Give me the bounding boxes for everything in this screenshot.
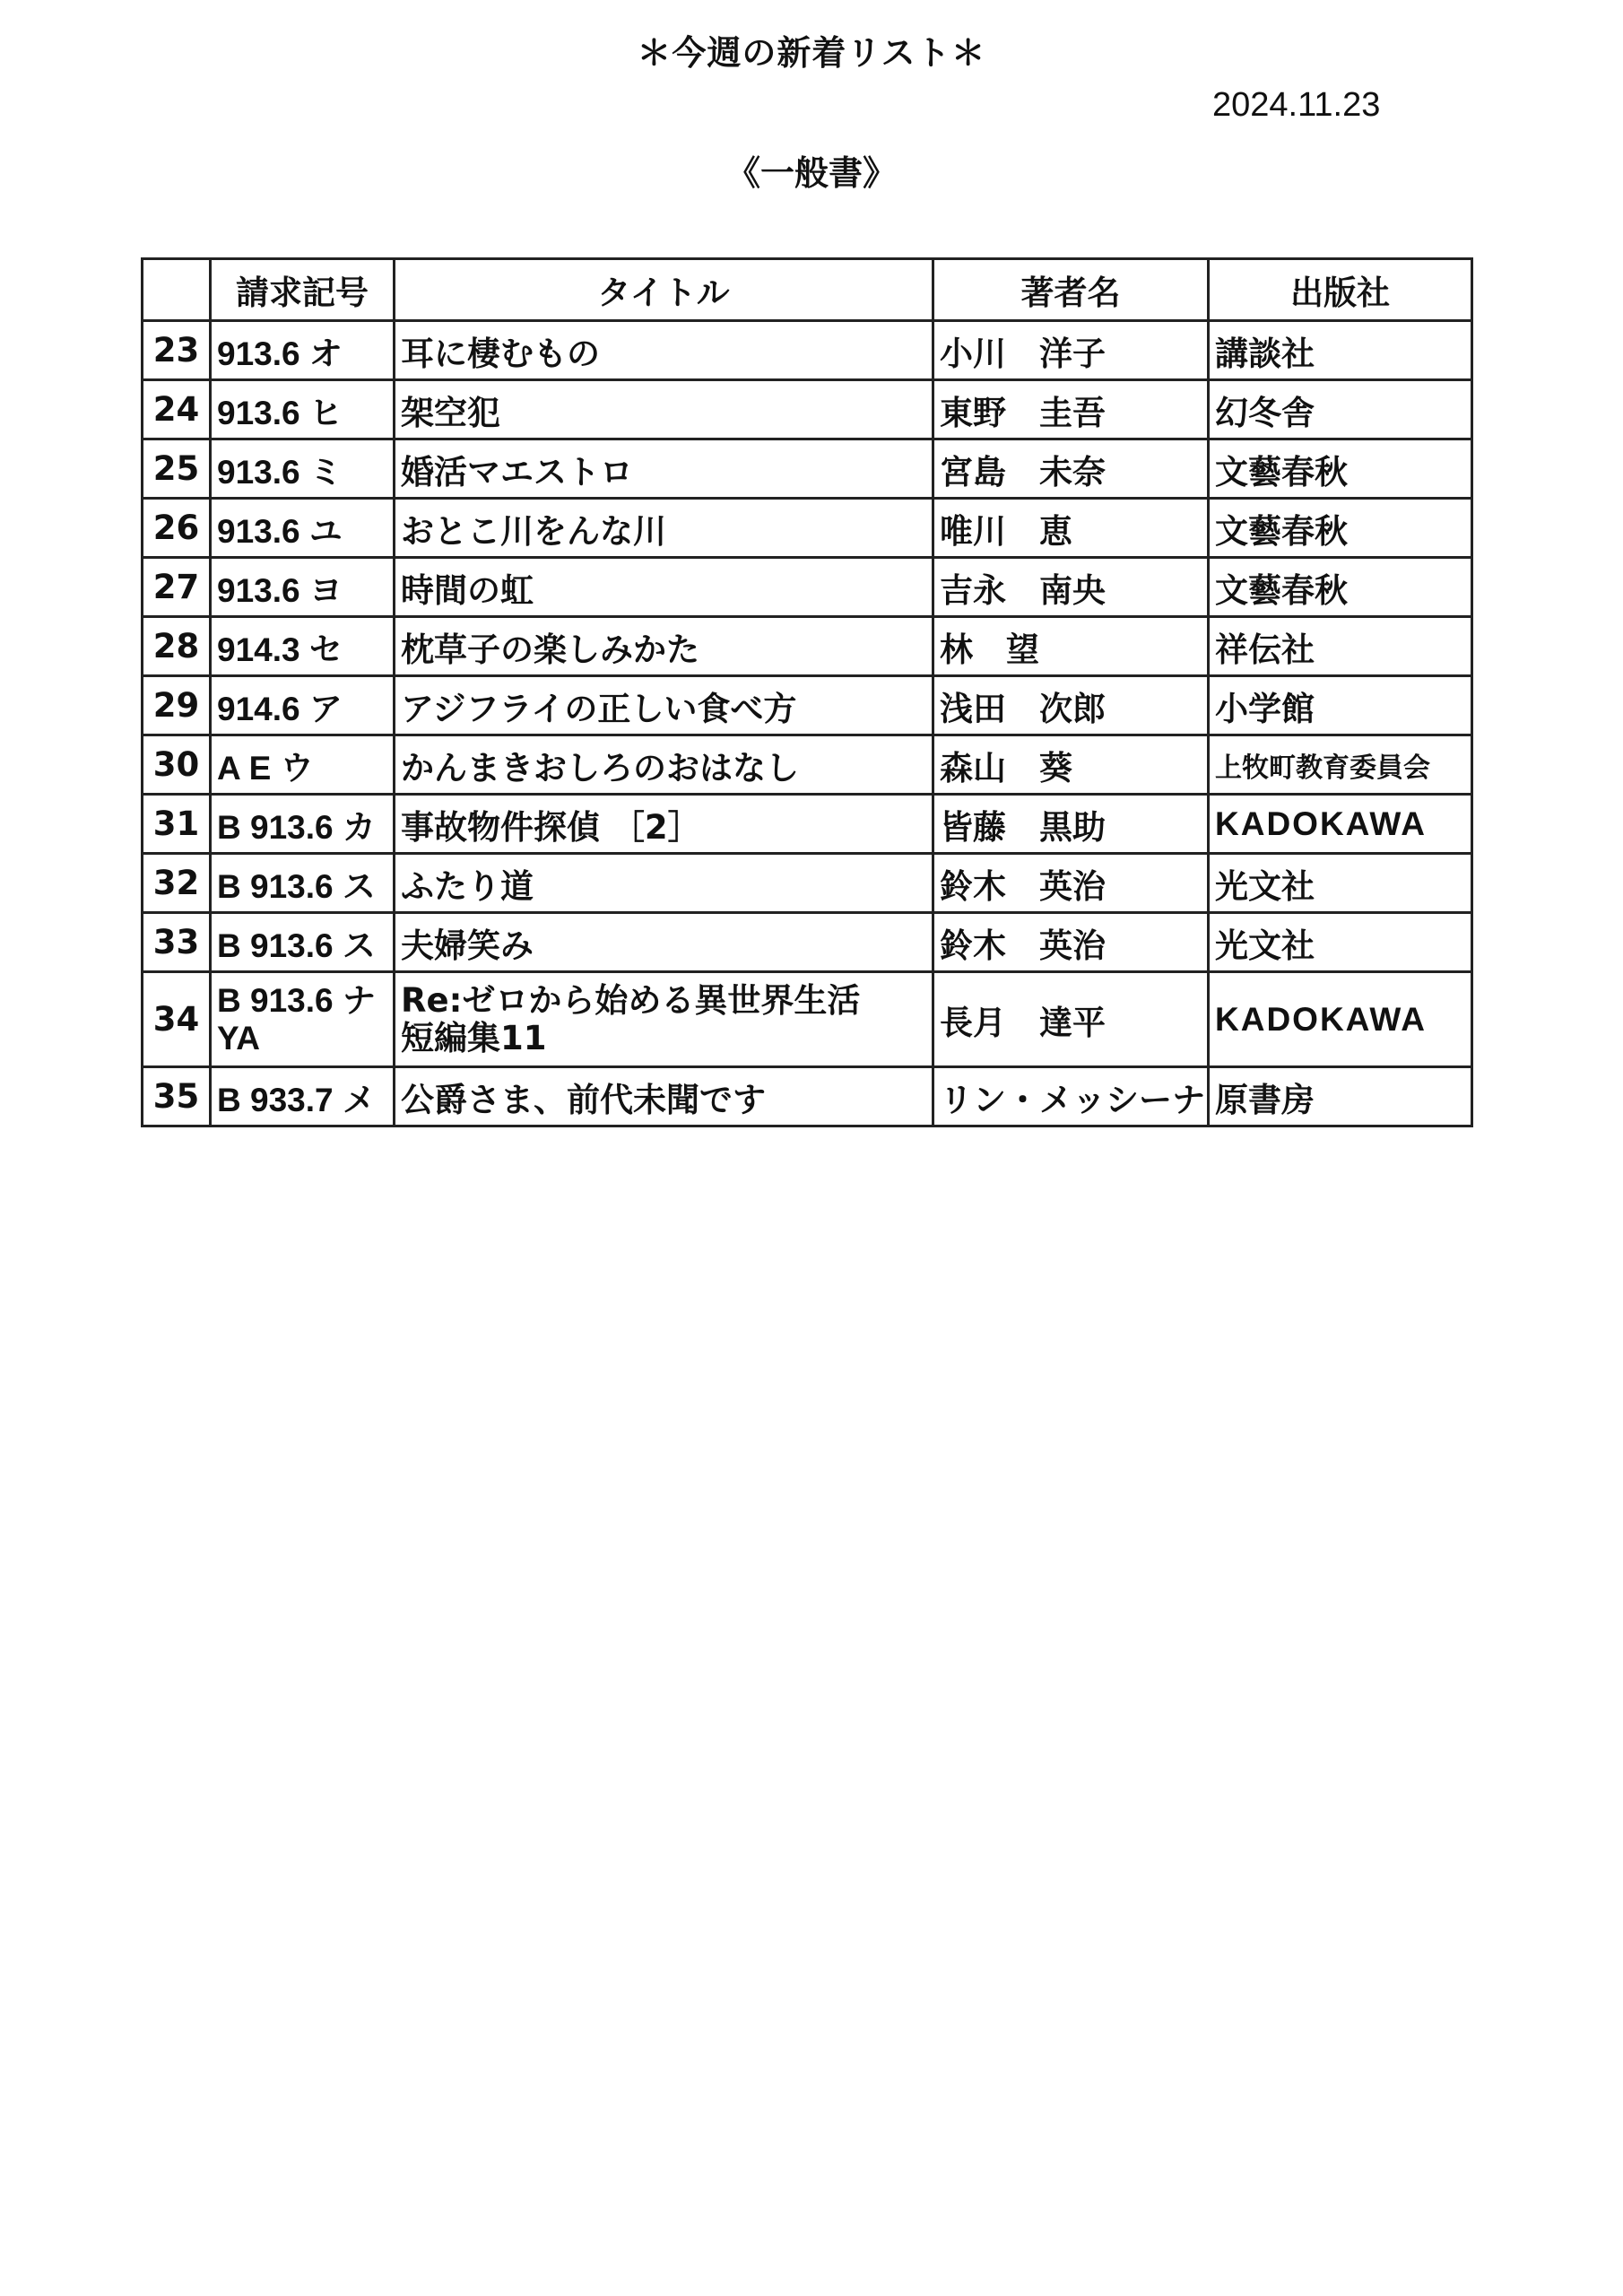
publisher-name: 上牧町教育委員会 bbox=[1209, 735, 1472, 795]
publisher-name: KADOKAWA bbox=[1209, 972, 1472, 1067]
publisher-name: 光文社 bbox=[1209, 854, 1472, 913]
publisher-name: 祥伝社 bbox=[1209, 617, 1472, 676]
call-number: B 913.6 カ bbox=[211, 795, 395, 854]
publisher-name: 文藝春秋 bbox=[1209, 439, 1472, 499]
call-number: B 933.7 メ bbox=[211, 1067, 395, 1126]
table-row bbox=[143, 854, 1472, 913]
table-row bbox=[143, 1067, 1472, 1126]
book-title: 事故物件探偵 ［2］ bbox=[395, 795, 933, 854]
book-title: ふたり道 bbox=[395, 854, 933, 913]
book-title: 公爵さま、前代未聞です bbox=[395, 1067, 933, 1126]
publisher-name: 幻冬舎 bbox=[1209, 380, 1472, 439]
publisher-name: 文藝春秋 bbox=[1209, 558, 1472, 617]
table-row bbox=[143, 676, 1472, 735]
table-row bbox=[143, 795, 1472, 854]
call-number-line-1: B 913.6 ナ bbox=[217, 981, 376, 1019]
call-number: 914.6 ア bbox=[211, 676, 395, 735]
row-number: 23 bbox=[143, 321, 211, 380]
call-number: A E ウ bbox=[211, 735, 395, 795]
author-name: 長月 達平 bbox=[933, 972, 1209, 1067]
book-title: アジフライの正しい食べ方 bbox=[395, 676, 933, 735]
book-title bbox=[395, 972, 933, 1067]
row-number: 24 bbox=[143, 380, 211, 439]
table-row bbox=[143, 321, 1472, 380]
book-title: かんまきおしろのおはなし bbox=[395, 735, 933, 795]
table-row bbox=[143, 380, 1472, 439]
author-name: 吉永 南央 bbox=[933, 558, 1209, 617]
page-title: ＊今週の新着リスト＊ bbox=[637, 33, 986, 73]
author-name: 鈴木 英治 bbox=[933, 854, 1209, 913]
row-number: 33 bbox=[143, 913, 211, 972]
book-title-line-2: 短編集11 bbox=[401, 1018, 547, 1057]
category-heading: 《一般書》 bbox=[725, 153, 897, 193]
call-number: 913.6 オ bbox=[211, 321, 395, 380]
publisher-name: KADOKAWA bbox=[1209, 795, 1472, 854]
book-title: 枕草子の楽しみかた bbox=[395, 617, 933, 676]
call-number-line-2: YA bbox=[217, 1019, 261, 1057]
table-row bbox=[143, 972, 1472, 1067]
author-name: 浅田 次郎 bbox=[933, 676, 1209, 735]
row-number: 27 bbox=[143, 558, 211, 617]
table-row bbox=[143, 617, 1472, 676]
table-row bbox=[143, 913, 1472, 972]
row-number: 35 bbox=[143, 1067, 211, 1126]
author-name: 小川 洋子 bbox=[933, 321, 1209, 380]
table-row bbox=[143, 439, 1472, 499]
call-number: 913.6 ミ bbox=[211, 439, 395, 499]
call-number bbox=[211, 972, 395, 1067]
column-header-call-number: 請求記号 bbox=[211, 259, 395, 321]
publisher-name: 原書房 bbox=[1209, 1067, 1472, 1126]
table-header-row bbox=[143, 259, 1472, 321]
book-title: 婚活マエストロ bbox=[395, 439, 933, 499]
table-row bbox=[143, 735, 1472, 795]
list-date: 2024.11.23 bbox=[1212, 86, 1381, 124]
column-header-author: 著者名 bbox=[933, 259, 1209, 321]
author-name: 林 望 bbox=[933, 617, 1209, 676]
table-row bbox=[143, 499, 1472, 558]
book-title: 耳に棲むもの bbox=[395, 321, 933, 380]
book-title: おとこ川をんな川 bbox=[395, 499, 933, 558]
book-title: 夫婦笑み bbox=[395, 913, 933, 972]
author-name: 皆藤 黒助 bbox=[933, 795, 1209, 854]
author-name: 東野 圭吾 bbox=[933, 380, 1209, 439]
call-number: 914.3 セ bbox=[211, 617, 395, 676]
publisher-name: 光文社 bbox=[1209, 913, 1472, 972]
column-header-publisher: 出版社 bbox=[1209, 259, 1472, 321]
author-name: 鈴木 英治 bbox=[933, 913, 1209, 972]
row-number: 32 bbox=[143, 854, 211, 913]
row-number: 31 bbox=[143, 795, 211, 854]
publisher-name: 小学館 bbox=[1209, 676, 1472, 735]
row-number: 28 bbox=[143, 617, 211, 676]
column-header-title: タイトル bbox=[395, 259, 933, 321]
book-title-line-1: Re:ゼロから始める異世界生活 bbox=[401, 980, 861, 1020]
author-name: 唯川 恵 bbox=[933, 499, 1209, 558]
column-header-number bbox=[143, 259, 211, 321]
publisher-name: 講談社 bbox=[1209, 321, 1472, 380]
call-number: 913.6 ヨ bbox=[211, 558, 395, 617]
call-number: 913.6 ユ bbox=[211, 499, 395, 558]
row-number: 34 bbox=[143, 972, 211, 1067]
new-arrivals-table bbox=[141, 257, 1473, 1127]
book-title: 架空犯 bbox=[395, 380, 933, 439]
row-number: 26 bbox=[143, 499, 211, 558]
publisher-name: 文藝春秋 bbox=[1209, 499, 1472, 558]
author-name: 森山 葵 bbox=[933, 735, 1209, 795]
book-title: 時間の虹 bbox=[395, 558, 933, 617]
row-number: 29 bbox=[143, 676, 211, 735]
call-number: 913.6 ヒ bbox=[211, 380, 395, 439]
row-number: 25 bbox=[143, 439, 211, 499]
author-name: リン・メッシーナ bbox=[933, 1067, 1209, 1126]
table-row bbox=[143, 558, 1472, 617]
call-number: B 913.6 ス bbox=[211, 854, 395, 913]
row-number: 30 bbox=[143, 735, 211, 795]
author-name: 宮島 未奈 bbox=[933, 439, 1209, 499]
call-number: B 913.6 ス bbox=[211, 913, 395, 972]
